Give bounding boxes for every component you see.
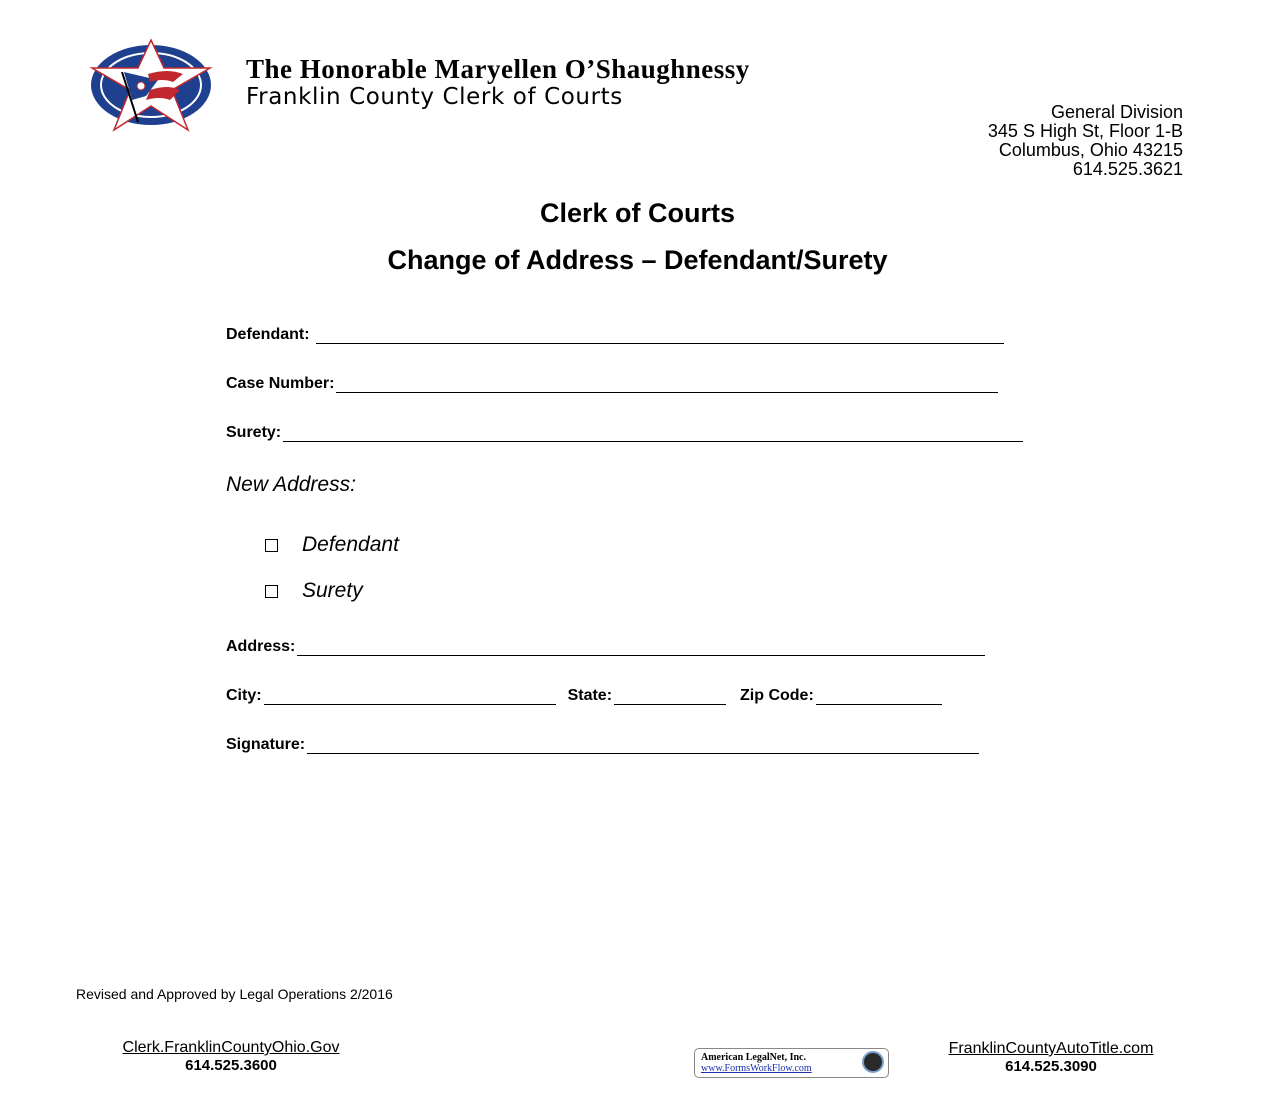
defendant-checkbox[interactable] xyxy=(265,539,278,552)
surety-option-label: Surety xyxy=(302,579,363,602)
form-subtitle: Change of Address – Defendant/Surety xyxy=(387,245,888,275)
case-number-label: Case Number: xyxy=(226,375,335,392)
case-number-field[interactable] xyxy=(226,375,998,393)
city-label: City: xyxy=(226,687,262,704)
signature-line[interactable] xyxy=(307,739,979,754)
surety-field[interactable] xyxy=(226,424,1023,442)
autotitle-website-link[interactable]: FranklinCountyAutoTitle.com xyxy=(948,1040,1154,1057)
case-number-line[interactable] xyxy=(336,378,998,393)
city-state-zip-row xyxy=(226,687,942,705)
division: General Division xyxy=(1050,102,1183,122)
office-name: Franklin County Clerk of Courts xyxy=(246,84,623,110)
defendant-line[interactable] xyxy=(316,329,1004,344)
new-address-heading: New Address: xyxy=(226,473,356,496)
badge-url[interactable]: www.FormsWorkFlow.com xyxy=(701,1063,812,1074)
city-line[interactable] xyxy=(264,690,556,705)
zip-label: Zip Code: xyxy=(740,687,814,704)
signature-label: Signature: xyxy=(226,736,306,753)
surety-checkbox[interactable] xyxy=(265,585,278,598)
autotitle-block xyxy=(916,1040,1186,1075)
revision-note: Revised and Approved by Legal Operations 2/2016 xyxy=(76,986,393,1002)
clerk-seal-logo xyxy=(88,38,214,132)
office-phone: 614.525.3621 xyxy=(1072,159,1183,179)
badge-company: American LegalNet, Inc. xyxy=(701,1052,806,1063)
surety-line[interactable] xyxy=(283,427,1023,442)
clerk-website-block xyxy=(90,1039,372,1074)
defendant-label: Defendant: xyxy=(226,326,310,343)
clerk-website-link[interactable]: Clerk.FranklinCountyOhio.Gov xyxy=(122,1039,340,1056)
city-state-zip: Columbus, Ohio 43215 xyxy=(998,140,1183,160)
globe-icon xyxy=(862,1051,884,1073)
state-label: State: xyxy=(567,687,613,704)
address-line[interactable] xyxy=(297,641,985,656)
autotitle-phone: 614.525.3090 xyxy=(1005,1058,1097,1075)
state-line[interactable] xyxy=(614,690,726,705)
official-name: The Honorable Maryellen O’Shaughnessy xyxy=(246,54,750,84)
signature-field[interactable] xyxy=(226,736,979,754)
address-label: Address: xyxy=(226,638,296,655)
defendant-field[interactable] xyxy=(226,326,1004,344)
surety-label: Surety: xyxy=(226,424,282,441)
defendant-option-label: Defendant xyxy=(302,533,399,556)
zip-line[interactable] xyxy=(816,690,942,705)
form-title: Clerk of Courts xyxy=(539,198,736,228)
american-legalnet-badge[interactable] xyxy=(694,1048,889,1078)
street: 345 S High St, Floor 1-B xyxy=(987,121,1183,141)
clerk-phone: 614.525.3600 xyxy=(185,1057,277,1074)
office-address xyxy=(988,103,1183,179)
address-field[interactable] xyxy=(226,638,985,656)
